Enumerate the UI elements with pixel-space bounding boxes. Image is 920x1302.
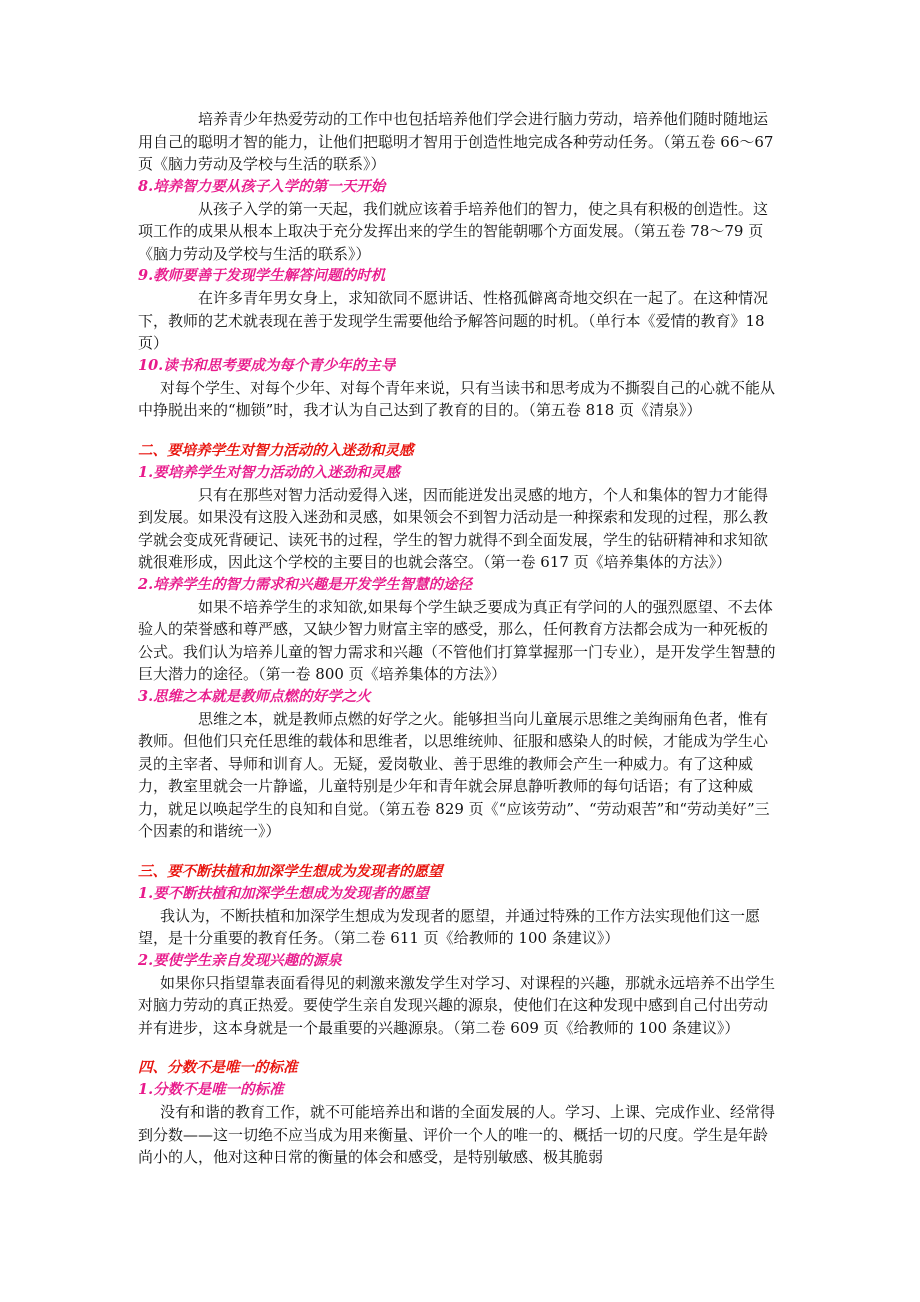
paragraph: 培养青少年热爱劳动的工作中也包括培养他们学会进行脑力劳动，培养他们随时随地运用自己的聪明才智的能力，让他们把聪明才智用于创造性地完成各种劳动任务。（第五卷 66～67 页《脑力劳动及学校与生活的联系》） [138, 110, 774, 173]
paragraph: 如果你只指望靠表面看得见的刺激来激发学生对学习、对课程的兴趣，那就永远培养不出学生对脑力劳动的真正热爱。要使学生亲自发现兴趣的源泉，使他们在这种发现中感到自己付出劳动并有进步，这本身就是一个最重要的兴趣源泉。（第二卷 609 页《给教师的 100 条建议》） [138, 973, 776, 1037]
subheading: 1.要培养学生对智力活动的入迷劲和灵感 [138, 463, 400, 481]
spacer [138, 843, 778, 861]
subheading: 9.教师要善于发现学生解答问题的时机 [138, 267, 386, 284]
paragraph: 思维之本，就是教师点燃的好学之火。能够担当向儿童展示思维之美绚丽角色者，惟有教师。但他们只充任思维的载体和思维者，以思维统帅、征服和感染人的时候，才能成为学生心灵的主宰者、导师和训育人。无疑，爱岗敬业、善于思维的教师会产生一种威力。有了这种威力，教室里就会一片静谧，儿童特别是少年和青年就会屏息静听教师的每句话语；有了这种威力，就足以唤起学生的良知和自觉。（第五卷 829 页《“应该劳动”、“劳动艰苦”和“劳动美好”三个因素的和谐统一》） [138, 709, 770, 840]
paragraph: 如果不培养学生的求知欲,如果每个学生缺乏要成为真正有学问的人的强烈愿望、不去体验人的荣誉感和尊严感，又缺少智力财富主宰的感受，那么，任何教育方法都会成为一种死板的公式。我们认为培养儿童的智力需求和兴趣（不管他们打算掌握那一门专业），是开发学生智慧的巨大潜力的途径。（第一卷 800 页《培养集体的方法》） [138, 597, 776, 683]
section-heading: 二、要培养学生对智力活动的入迷劲和灵感 [138, 441, 414, 459]
paragraph: 我认为，不断扶植和加深学生想成为发现者的愿望，并通过特殊的工作方法实现他们这一愿望，是十分重要的教育任务。（第二卷 611 页《给教师的 100 条建议》） [138, 906, 761, 947]
subheading: 2.要使学生亲自发现兴趣的源泉 [138, 951, 342, 969]
subheading: 10.读书和思考要成为每个青少年的主导 [138, 356, 396, 374]
spacer [138, 422, 778, 440]
paragraph: 从孩子入学的第一天起，我们就应该着手培养他们的智力，使之具有积极的创造性。这项工作的成果从根本上取决于充分发挥出来的学生的智能朝哪个方面发展。（第五卷 78～79 页《脑力劳动及学校与生活的联系》） [138, 199, 769, 263]
section-heading: 三、要不断扶植和加深学生想成为发现者的愿望 [138, 862, 443, 880]
paragraph: 没有和谐的教育工作，就不可能培养出和谐的全面发展的人。学习、上课、完成作业、经常得到分数——这一切绝不应当成为用来衡量、评价一个人的唯一的、概括一切的尺度。学生是年龄尚小的人，他对这种日常的衡量的体会和感受，是特别敏感、极其脆弱 [138, 1103, 776, 1166]
paragraph: 在许多青年男女身上，求知欲同不愿讲话、性格孤僻离奇地交织在一起了。在这种情况下，教师的艺术就表现在善于发现学生需要他给予解答问题的时机。（单行本《爱情的教育》18 页） [138, 289, 769, 352]
paragraph: 对每个学生、对每个少年、对每个青年来说，只有当读书和思考成为不撕裂自己的心就不能从中挣脱出来的“枷锁”时，我才认为自己达到了教育的目的。（第五卷 818 页《清泉》） [138, 378, 776, 419]
spacer [138, 1039, 778, 1057]
paragraph: 只有在那些对智力活动爱得入迷，因而能迸发出灵感的地方，个人和集体的智力才能得到发展。如果没有这股入迷劲和灵感，如果领会不到智力活动是一种探索和发现的过程，那么教学就会变成死背硬记、读死书的过程，学生的智力就得不到全面发展，学生的钻研精神和求知欲就很难形成，因此这个学校的主要目的也就会落空。（第一卷 617 页《培养集体的方法》） [138, 485, 769, 571]
subheading: 1.分数不是唯一的标准 [138, 1081, 284, 1098]
subheading: 1.要不断扶植和加深学生想成为发现者的愿望 [138, 884, 429, 902]
document-page [138, 108, 778, 1169]
section-heading: 四、分数不是唯一的标准 [138, 1059, 298, 1076]
subheading: 2.培养学生的智力需求和兴趣是开发学生智慧的途径 [138, 575, 473, 593]
subheading: 8.培养智力要从孩子入学的第一天开始 [138, 177, 386, 195]
subheading: 3.思维之本就是教师点燃的好学之火 [138, 687, 371, 705]
